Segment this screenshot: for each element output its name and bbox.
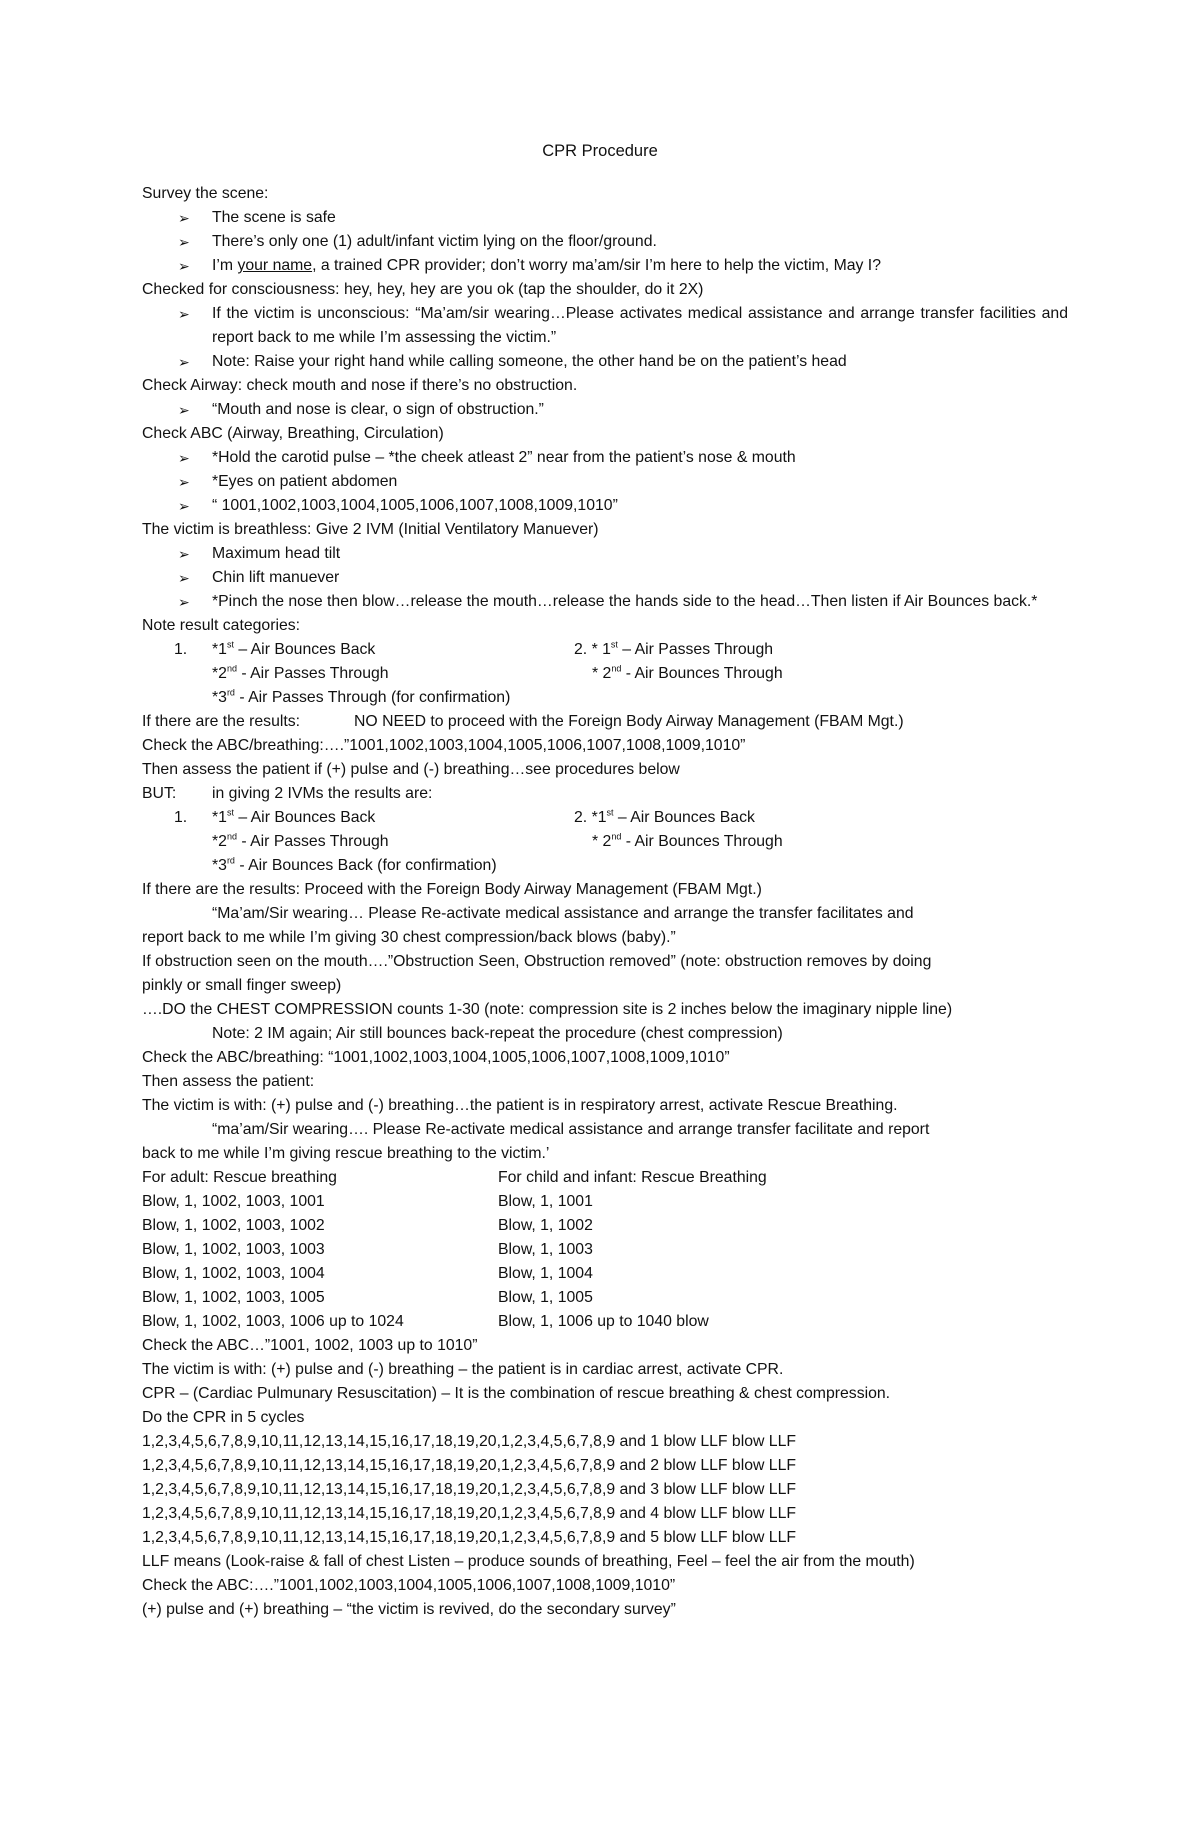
bullet-item: ➢ *Hold the carotid pulse – *the cheek atleast 2” near from the patient’s nose & mouth (142, 446, 1068, 470)
arrow-bullet-icon: ➢ (178, 474, 190, 490)
bullet-item: ➢ *Eyes on patient abdomen (142, 470, 1068, 494)
rescue-row: Blow, 1, 1002, 1003, 1003 Blow, 1, 1003 (142, 1241, 593, 1258)
arrow-bullet-icon: ➢ (178, 450, 190, 466)
result-row: *2nd - Air Passes Through * 2nd - Air Bounces Through (212, 663, 783, 682)
rescue-row: Blow, 1, 1002, 1003, 1002 Blow, 1, 1002 (142, 1217, 593, 1234)
note-line: Note: 2 IM again; Air still bounces back-repeat the procedure (chest compression) (212, 1025, 783, 1042)
result-row: *2nd - Air Passes Through * 2nd - Air Bounces Through (212, 831, 783, 850)
quote-line: back to me while I’m giving rescue breathing to the victim.’ (142, 1145, 550, 1162)
arrow-bullet-icon: ➢ (178, 306, 190, 322)
survey-heading: Survey the scene: (142, 185, 269, 202)
document-title: CPR Procedure (542, 142, 658, 160)
quote-line: “Ma’am/Sir wearing… Please Re-activate medical assistance and arrange the transfer facilitates and (212, 905, 914, 922)
bullet-item: ➢ Note: Raise your right hand while calling someone, the other hand be on the patient’s head (142, 350, 1068, 374)
arrow-bullet-icon: ➢ (178, 498, 190, 514)
check-abc-line: Check the ABC:….”1001,1002,1003,1004,1005,1006,1007,1008,1009,1010” (142, 1577, 676, 1594)
document-body (142, 182, 1068, 1622)
obstruction-line: If obstruction seen on the mouth….”Obstruction Seen, Obstruction removed” (note: obstruction removes by doing (142, 953, 932, 970)
but-line: BUT: in giving 2 IVMs the results are: (142, 785, 433, 802)
arrow-bullet-icon: ➢ (178, 402, 190, 418)
arrow-bullet-icon: ➢ (178, 234, 190, 250)
bullet-item: ➢ If the victim is unconscious: “Ma’am/sir wearing…Please activates medical assistance and arrange transfer facilities and report back to me while I’m assessing the victim.” (142, 302, 1068, 350)
arrow-bullet-icon: ➢ (178, 354, 190, 370)
cpr-cycles: Do the CPR in 5 cycles (142, 1409, 305, 1426)
cpr-count-line: 1,2,3,4,5,6,7,8,9,10,11,12,13,14,15,16,17,18,19,20,1,2,3,4,5,6,7,8,9 and 5 blow LLF blow LLF (142, 1529, 797, 1546)
result-row: 1. *1st – Air Bounces Back 2. *1st – Air Bounces Back (174, 807, 755, 826)
rescue-row: Blow, 1, 1002, 1003, 1005 Blow, 1, 1005 (142, 1289, 593, 1306)
obstruction-line: pinkly or small finger sweep) (142, 977, 342, 994)
result-row: 1. *1st – Air Bounces Back 2. * 1st – Air Passes Through (174, 639, 774, 658)
bullet-item: ➢ “ 1001,1002,1003,1004,1005,1006,1007,1008,1009,1010” (142, 494, 1068, 518)
cpr-count-line: 1,2,3,4,5,6,7,8,9,10,11,12,13,14,15,16,17,18,19,20,1,2,3,4,5,6,7,8,9 and 4 blow LLF blow LLF (142, 1505, 797, 1522)
results-no-need: If there are the results: NO NEED to proceed with the Foreign Body Airway Management (FBAM Mgt.) (142, 713, 904, 730)
arrow-bullet-icon: ➢ (178, 594, 190, 610)
check-abc-line: Check the ABC/breathing:….”1001,1002,1003,1004,1005,1006,1007,1008,1009,1010” (142, 737, 746, 754)
cpr-count-line: 1,2,3,4,5,6,7,8,9,10,11,12,13,14,15,16,17,18,19,20,1,2,3,4,5,6,7,8,9 and 3 blow LLF blow LLF (142, 1481, 797, 1498)
bullet-item: ➢ The scene is safe (142, 206, 1068, 230)
arrow-bullet-icon: ➢ (178, 258, 190, 274)
fbam-heading: If there are the results: Proceed with the Foreign Body Airway Management (FBAM Mgt.) (142, 881, 762, 898)
arrow-bullet-icon: ➢ (178, 570, 190, 586)
check-abc-line: Check the ABC/breathing: “1001,1002,1003,1004,1005,1006,1007,1008,1009,1010” (142, 1049, 730, 1066)
check-abc-line: Check the ABC…”1001, 1002, 1003 up to 1010” (142, 1337, 478, 1354)
result-row: *3rd - Air Passes Through (for confirmation) (212, 687, 511, 706)
consciousness-heading: Checked for consciousness: hey, hey, hey are you ok (tap the shoulder, do it 2X) (142, 281, 704, 298)
rescue-headings: For adult: Rescue breathing For child and infant: Rescue Breathing (142, 1169, 767, 1186)
cpr-count-line: 1,2,3,4,5,6,7,8,9,10,11,12,13,14,15,16,17,18,19,20,1,2,3,4,5,6,7,8,9 and 1 blow LLF blow LLF (142, 1433, 797, 1450)
cpr-definition: CPR – (Cardiac Pulmunary Resuscitation) – It is the combination of rescue breathing & chest compression. (142, 1385, 891, 1402)
cpr-count-line: 1,2,3,4,5,6,7,8,9,10,11,12,13,14,15,16,17,18,19,20,1,2,3,4,5,6,7,8,9 and 2 blow LLF blow LLF (142, 1457, 797, 1474)
bullet-item: ➢ Maximum head tilt (142, 542, 1068, 566)
your-name-underlined: your name (237, 257, 313, 274)
victim-line: The victim is with: (+) pulse and (-) breathing – the patient is in cardiac arrest, activate CPR. (142, 1361, 784, 1378)
compression-line: ….DO the CHEST COMPRESSION counts 1-30 (note: compression site is 2 inches below the imaginary nipple line) (142, 1001, 953, 1018)
assess-line: Then assess the patient: (142, 1073, 315, 1090)
final-line: (+) pulse and (+) breathing – “the victim is revived, do the secondary survey” (142, 1601, 676, 1618)
result-row: *3rd - Air Bounces Back (for confirmation) (212, 855, 497, 874)
airway-heading: Check Airway: check mouth and nose if there’s no obstruction. (142, 377, 578, 394)
bullet-item: ➢ *Pinch the nose then blow…release the mouth…release the hands side to the head…Then listen if Air Bounces back.* (142, 590, 1068, 614)
result-categories-heading: Note result categories: (142, 617, 301, 634)
bullet-item: ➢ Chin lift manuever (142, 566, 1068, 590)
quote-line: “ma’am/Sir wearing…. Please Re-activate medical assistance and arrange transfer facilitate and report (212, 1121, 930, 1138)
llf-definition: LLF means (Look-raise & fall of chest Listen – produce sounds of breathing, Feel – feel the air from the mouth) (142, 1553, 915, 1570)
arrow-bullet-icon: ➢ (178, 210, 190, 226)
arrow-bullet-icon: ➢ (178, 546, 190, 562)
bullet-item: ➢ “Mouth and nose is clear, o sign of obstruction.” (142, 398, 1068, 422)
rescue-row: Blow, 1, 1002, 1003, 1001 Blow, 1, 1001 (142, 1193, 593, 1210)
assess-line: Then assess the patient if (+) pulse and (-) breathing…see procedures below (142, 761, 680, 778)
bullet-item: ➢ I’m your name, a trained CPR provider; don’t worry ma’am/sir I’m here to help the victim, May I? (142, 254, 1068, 278)
quote-line: report back to me while I’m giving 30 chest compression/back blows (baby).” (142, 929, 676, 946)
victim-line: The victim is with: (+) pulse and (-) breathing…the patient is in respiratory arrest, activate Rescue Breathing. (142, 1097, 898, 1114)
rescue-row: Blow, 1, 1002, 1003, 1004 Blow, 1, 1004 (142, 1265, 593, 1282)
bullet-item: ➢ There’s only one (1) adult/infant victim lying on the floor/ground. (142, 230, 1068, 254)
rescue-row: Blow, 1, 1002, 1003, 1006 up to 1024 Blow, 1, 1006 up to 1040 blow (142, 1313, 709, 1330)
breathless-heading: The victim is breathless: Give 2 IVM (Initial Ventilatory Manuever) (142, 521, 599, 538)
abc-heading: Check ABC (Airway, Breathing, Circulation) (142, 425, 444, 442)
